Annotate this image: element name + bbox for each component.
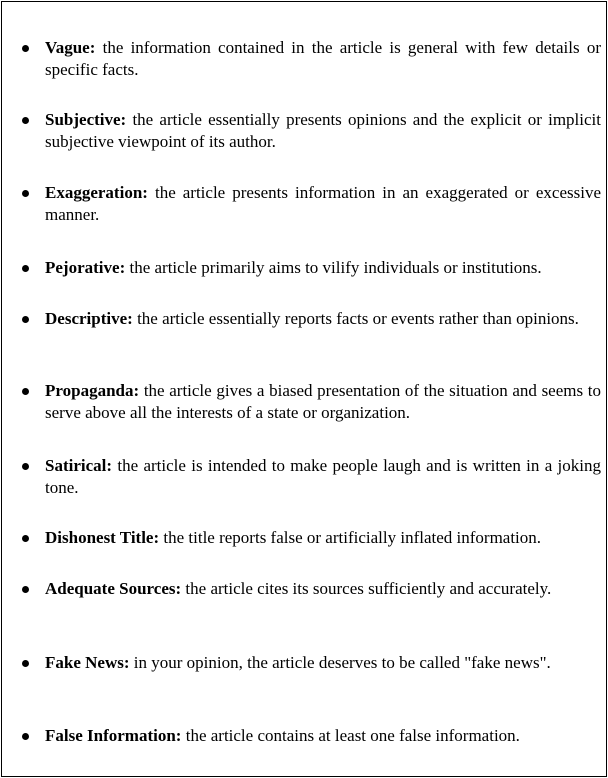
criterion-term: False Information: [45,726,182,745]
list-item-text [45,527,601,549]
bullet-icon [20,725,30,747]
criterion-term: Satirical: [45,456,113,475]
list-item-text [45,37,601,81]
criterion-definition: the information contained in the article is general with few details or specific facts. [45,38,601,79]
bullet-icon [20,380,30,402]
list-item-text [45,578,601,600]
bullet-icon [20,308,30,330]
criterion-term: Dishonest Title: [45,528,160,547]
list-item-text [45,257,601,279]
criterion-term: Adequate Sources: [45,579,182,598]
bullet-icon [20,455,30,477]
criterion-term: Exaggeration: [45,183,148,202]
list-item-text [45,725,601,747]
criterion-definition: the article essentially reports facts or events rather than opinions. [137,309,579,328]
criterion-definition: in your opinion, the article deserves to be called "fake news". [133,653,551,672]
list-item-text [45,455,601,499]
criterion-term: Pejorative: [45,258,126,277]
bullet-icon [20,257,30,279]
criterion-definition: the article gives a biased presentation of the situation and seems to serve above all the interests of a state or organization. [45,381,601,422]
bullet-icon [20,37,30,59]
bullet-icon [20,109,30,131]
criterion-definition: the article cites its sources sufficiently and accurately. [185,579,552,598]
criteria-box [1,1,607,777]
bullet-icon [20,527,30,549]
criterion-term: Descriptive: [45,309,133,328]
criterion-term: Subjective: [45,110,127,129]
list-item-text [45,652,601,674]
criterion-term: Propaganda: [45,381,140,400]
criterion-definition: the title reports false or artificially inflated information. [163,528,542,547]
criterion-term: Vague: [45,38,96,57]
bullet-icon [20,652,30,674]
criterion-definition: the article primarily aims to vilify individuals or institutions. [129,258,542,277]
list-item-text [45,109,601,153]
criterion-definition: the article presents information in an exaggerated or excessive manner. [45,183,602,224]
criterion-definition: the article is intended to make people laugh and is written in a joking tone. [45,456,602,497]
bullet-icon [20,182,30,204]
list-item-text [45,308,601,330]
bullet-icon [20,578,30,600]
criterion-term: Fake News: [45,653,130,672]
list-item-text [45,182,601,226]
criterion-definition: the article essentially presents opinions and the explicit or implicit subjective viewpoint of its author. [45,110,601,151]
list-item-text [45,380,601,424]
criterion-definition: the article contains at least one false information. [185,726,520,745]
